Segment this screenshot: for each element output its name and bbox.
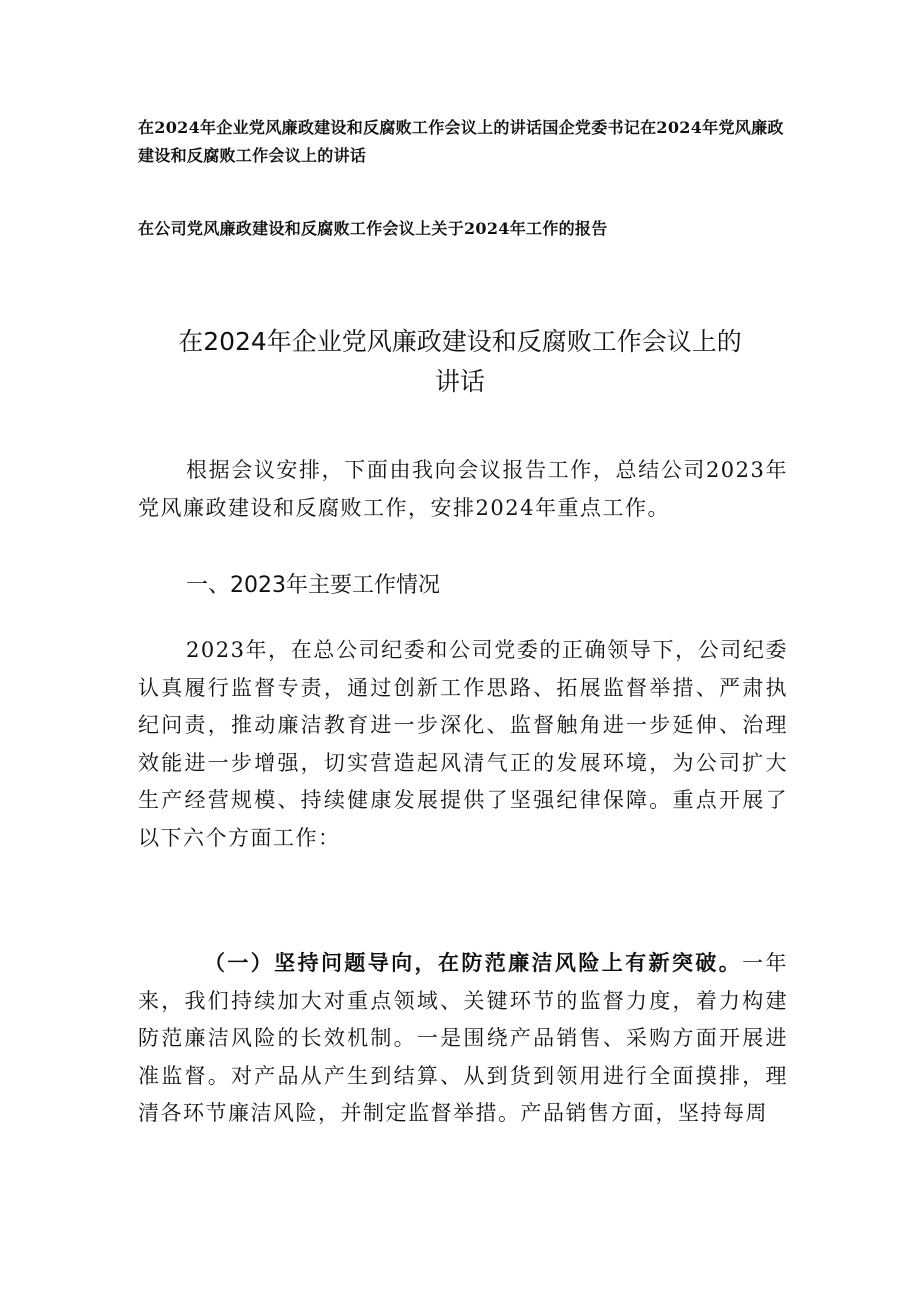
toc-entry-2[interactable] (138, 215, 798, 243)
toc-entry-2-text: 在公司党风廉政建设和反腐败工作会议上关于2024年工作的报告 (138, 219, 608, 238)
subsection-1-paragraph (138, 944, 788, 1133)
toc-entry-1[interactable] (138, 114, 798, 170)
subsection-1-lead: （一）坚持问题导向，在防范廉洁风险上有新突破。 (204, 950, 743, 975)
document-title-line-2: 讲话 (434, 367, 485, 396)
document-title-line-1: 在2024年企业党风廉政建设和反腐败工作会议上的 (178, 327, 742, 356)
document-title (120, 322, 800, 402)
subsection-1-body: 一年来，我们持续加大对重点领域、关键环节的监督力度，着力构建防范廉洁风险的长效机制。一是围绕产品销售、采购方面开展进准监督。对产品从产生到结算、从到货到领用进行全面摸排，理清各环节廉洁风险，并制定监督举措。产品销售方面，坚持每周 (138, 951, 789, 1125)
section-1-paragraph: 2023年，在总公司纪委和公司党委的正确领导下，公司纪委认真履行监督专责，通过创新工作思路、拓展监督举措、严肃执纪问责，推动廉洁教育进一步深化、监督触角进一步延伸、治理效能进一步增强，切实营造起风清气正的发展环境，为公司扩大生产经营规模、持续健康发展提供了坚强纪律保障。重点开展了以下六个方面工作： (138, 638, 788, 850)
section-heading-1: 一、2023年主要工作情况 (186, 573, 440, 598)
intro-paragraph: 根据会议安排，下面由我向会议报告工作，总结公司2023年党风廉政建设和反腐败工作，安排2024年重点工作。 (138, 458, 788, 520)
toc-entry-1-text: 在2024年企业党风廉政建设和反腐败工作会议上的讲话国企党委书记在2024年党风廉政建设和反腐败工作会议上的讲话 (138, 118, 784, 165)
